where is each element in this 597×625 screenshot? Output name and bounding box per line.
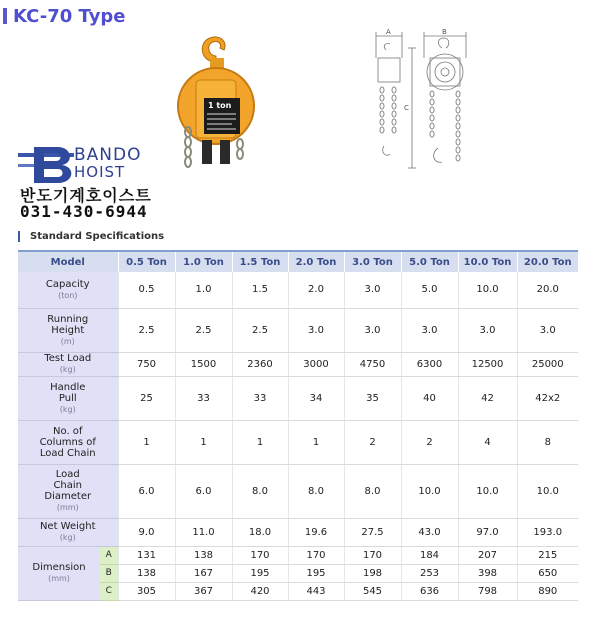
row-label-line: Load bbox=[55, 469, 80, 480]
diagram-label-c: C bbox=[404, 104, 409, 112]
table-cell: 207 bbox=[458, 546, 517, 564]
row-label-line: Height bbox=[51, 324, 85, 336]
table-cell: 3.0 bbox=[458, 308, 517, 352]
row-label-line: Dimension bbox=[32, 562, 86, 573]
brand-name-top: BANDO bbox=[74, 145, 142, 165]
section-label: Standard Specifications bbox=[30, 230, 165, 242]
row-unit: (ton) bbox=[58, 290, 78, 300]
company-korean-name: 반도기계호이스트 bbox=[20, 186, 152, 205]
table-header-row bbox=[18, 252, 578, 272]
table-cell: 2.5 bbox=[232, 308, 288, 352]
dimension-key: A bbox=[100, 546, 118, 564]
header-model-2: 1.0 Ton bbox=[175, 252, 232, 272]
table-cell: 2 bbox=[401, 420, 458, 464]
table-cell: 890 bbox=[517, 582, 578, 600]
load-label: 1 ton bbox=[208, 101, 232, 110]
table-cell: 27.5 bbox=[344, 518, 401, 546]
row-unit: (m) bbox=[60, 336, 75, 346]
table-cell: 2.5 bbox=[175, 308, 232, 352]
row-label bbox=[18, 518, 118, 546]
table-cell: 2.0 bbox=[288, 272, 344, 308]
table-cell: 398 bbox=[458, 564, 517, 582]
table-cell: 40 bbox=[401, 376, 458, 420]
specifications-table bbox=[18, 250, 578, 601]
row-label bbox=[18, 272, 118, 308]
header-model-7: 10.0 Ton bbox=[458, 252, 517, 272]
table-cell: 420 bbox=[232, 582, 288, 600]
table-cell: 19.6 bbox=[288, 518, 344, 546]
row-unit: (kg) bbox=[59, 365, 76, 374]
table-cell: 10.0 bbox=[458, 464, 517, 518]
row-label bbox=[18, 420, 118, 464]
table-cell: 3.0 bbox=[344, 272, 401, 308]
row-unit: (mm) bbox=[56, 503, 79, 512]
table-cell: 0.5 bbox=[118, 272, 175, 308]
header-model: Model bbox=[18, 252, 118, 272]
table-row bbox=[18, 464, 578, 518]
row-label-line: Running bbox=[47, 313, 89, 325]
table-cell: 1 bbox=[232, 420, 288, 464]
table-row bbox=[18, 308, 578, 352]
table-cell: 3.0 bbox=[288, 308, 344, 352]
table-cell: 9.0 bbox=[118, 518, 175, 546]
table-cell: 6300 bbox=[401, 352, 458, 376]
table-cell: 33 bbox=[175, 376, 232, 420]
table-cell: 1.5 bbox=[232, 272, 288, 308]
table-cell: 2.5 bbox=[118, 308, 175, 352]
row-unit: (mm) bbox=[48, 574, 70, 583]
hoist-dimension-diagram bbox=[368, 28, 483, 178]
brand-name-bottom: HOIST bbox=[74, 163, 126, 181]
header-model-8: 20.0 Ton bbox=[517, 252, 578, 272]
table-cell: 1500 bbox=[175, 352, 232, 376]
table-cell: 215 bbox=[517, 546, 578, 564]
row-label-line: Net Weight bbox=[39, 521, 96, 532]
table-cell: 545 bbox=[344, 582, 401, 600]
section-bar-marker bbox=[18, 231, 20, 242]
table-cell: 1.0 bbox=[175, 272, 232, 308]
table-row bbox=[18, 376, 578, 420]
table-cell: 18.0 bbox=[232, 518, 288, 546]
table-cell: 170 bbox=[232, 546, 288, 564]
specifications-table-body bbox=[18, 250, 578, 600]
row-label-line: Handle bbox=[50, 381, 86, 393]
table-cell: 25 bbox=[118, 376, 175, 420]
header-model-6: 5.0 Ton bbox=[401, 252, 458, 272]
table-cell: 34 bbox=[288, 376, 344, 420]
table-cell: 798 bbox=[458, 582, 517, 600]
row-unit: (kg) bbox=[59, 404, 76, 414]
table-cell: 97.0 bbox=[458, 518, 517, 546]
table-cell: 1 bbox=[288, 420, 344, 464]
row-unit: (kg) bbox=[59, 533, 76, 542]
row-label bbox=[18, 352, 118, 376]
diagram-label-a: A bbox=[386, 28, 391, 36]
table-cell: 8.0 bbox=[232, 464, 288, 518]
table-cell: 10.0 bbox=[401, 464, 458, 518]
row-label-line: Chain bbox=[53, 480, 83, 491]
dimension-row bbox=[18, 546, 578, 564]
dimension-row bbox=[18, 564, 578, 582]
table-cell: 1 bbox=[118, 420, 175, 464]
table-cell: 20.0 bbox=[517, 272, 578, 308]
row-label-line: Load Chain bbox=[39, 447, 96, 459]
table-cell: 25000 bbox=[517, 352, 578, 376]
table-cell: 10.0 bbox=[517, 464, 578, 518]
row-label-line: Columns of bbox=[39, 436, 96, 448]
table-cell: 170 bbox=[344, 546, 401, 564]
table-cell: 42 bbox=[458, 376, 517, 420]
table-cell: 8.0 bbox=[344, 464, 401, 518]
table-cell: 11.0 bbox=[175, 518, 232, 546]
table-cell: 198 bbox=[344, 564, 401, 582]
table-cell: 1 bbox=[175, 420, 232, 464]
row-label bbox=[18, 376, 118, 420]
row-label-line: Diameter bbox=[44, 491, 92, 502]
row-label-line: Test Load bbox=[44, 353, 92, 364]
table-cell: 5.0 bbox=[401, 272, 458, 308]
table-cell: 43.0 bbox=[401, 518, 458, 546]
table-cell: 2360 bbox=[232, 352, 288, 376]
chain-hoist-photo bbox=[170, 32, 262, 172]
table-cell: 193.0 bbox=[517, 518, 578, 546]
table-row bbox=[18, 272, 578, 308]
table-cell: 138 bbox=[118, 564, 175, 582]
table-cell: 195 bbox=[232, 564, 288, 582]
table-cell: 6.0 bbox=[175, 464, 232, 518]
row-label bbox=[18, 308, 118, 352]
table-cell: 131 bbox=[118, 546, 175, 564]
dimension-row bbox=[18, 582, 578, 600]
title-bullet-marker bbox=[3, 8, 7, 24]
table-cell: 3000 bbox=[288, 352, 344, 376]
row-label bbox=[18, 464, 118, 518]
header-model-4: 2.0 Ton bbox=[288, 252, 344, 272]
row-label-line: Capacity bbox=[45, 278, 90, 290]
table-cell: 367 bbox=[175, 582, 232, 600]
table-row bbox=[18, 352, 578, 376]
table-cell: 750 bbox=[118, 352, 175, 376]
table-cell: 3.0 bbox=[401, 308, 458, 352]
table-cell: 636 bbox=[401, 582, 458, 600]
table-cell: 4750 bbox=[344, 352, 401, 376]
table-cell: 253 bbox=[401, 564, 458, 582]
table-cell: 4 bbox=[458, 420, 517, 464]
page-title: KC-70 Type bbox=[13, 5, 126, 27]
dimension-label bbox=[18, 546, 100, 600]
table-row bbox=[18, 518, 578, 546]
title-block bbox=[0, 2, 126, 30]
dimension-key: C bbox=[100, 582, 118, 600]
table-cell: 167 bbox=[175, 564, 232, 582]
table-cell: 2 bbox=[344, 420, 401, 464]
table-cell: 8 bbox=[517, 420, 578, 464]
table-cell: 33 bbox=[232, 376, 288, 420]
table-cell: 12500 bbox=[458, 352, 517, 376]
header-model-3: 1.5 Ton bbox=[232, 252, 288, 272]
table-cell: 42x2 bbox=[517, 376, 578, 420]
row-label-line: No. of bbox=[53, 425, 83, 437]
table-cell: 305 bbox=[118, 582, 175, 600]
table-cell: 443 bbox=[288, 582, 344, 600]
table-cell: 138 bbox=[175, 546, 232, 564]
table-cell: 184 bbox=[401, 546, 458, 564]
dimension-key: B bbox=[100, 564, 118, 582]
section-heading bbox=[18, 229, 164, 243]
company-phone: 031-430-6944 bbox=[20, 202, 148, 221]
table-cell: 650 bbox=[517, 564, 578, 582]
table-row bbox=[18, 420, 578, 464]
table-cell: 10.0 bbox=[458, 272, 517, 308]
diagram-label-b: B bbox=[442, 28, 447, 36]
header-model-1: 0.5 Ton bbox=[118, 252, 175, 272]
table-cell: 3.0 bbox=[344, 308, 401, 352]
table-cell: 8.0 bbox=[288, 464, 344, 518]
row-label-line: Pull bbox=[58, 392, 77, 404]
table-cell: 6.0 bbox=[118, 464, 175, 518]
table-cell: 195 bbox=[288, 564, 344, 582]
table-cell: 170 bbox=[288, 546, 344, 564]
header-model-5: 3.0 Ton bbox=[344, 252, 401, 272]
table-cell: 3.0 bbox=[517, 308, 578, 352]
table-cell: 35 bbox=[344, 376, 401, 420]
